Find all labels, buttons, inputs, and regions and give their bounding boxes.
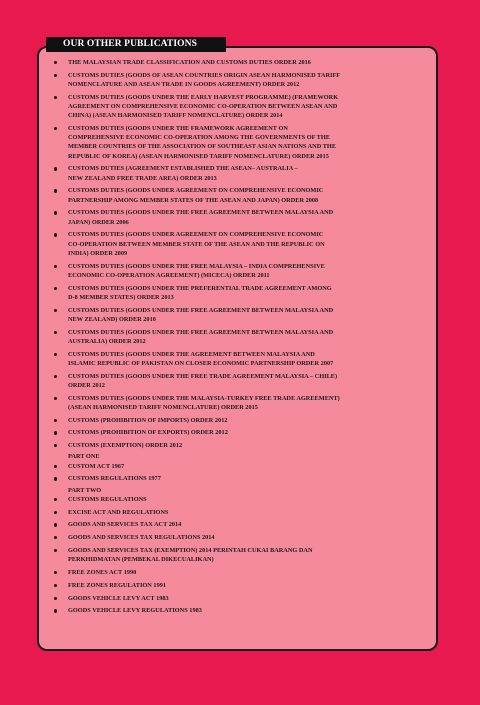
publication-item xyxy=(52,546,432,564)
publication-line: FREE ZONES REGULATION 1991 xyxy=(68,581,167,589)
publication-line: GOODS AND SERVICES TAX ACT 2014 xyxy=(68,521,182,529)
publication-line: GOODS AND SERVICES TAX (EXEMPTION) 2014 PERINTAH CUKAI BARANG DAN xyxy=(68,547,313,554)
publication-line: CUSTOMS DUTIES (GOODS UNDER AGREEMENT ON COMPREHENSIVE ECONOMIC xyxy=(68,231,324,239)
publication-item xyxy=(52,581,432,590)
publication-item xyxy=(52,428,432,437)
publication-line: ISLAMIC REPUBLIC OF PAKISTAN ON CLOSER ECONOMIC PARTNERSHIP ORDER 2007 xyxy=(68,359,334,367)
publication-line: EXCISE ACT AND REGULATIONS xyxy=(68,508,169,516)
publication-line: CUSTOMS DUTIES (GOODS UNDER THE FREE AGREEMENT BETWEEN MALAYSIA AND xyxy=(68,209,334,217)
publication-line: GOODS AND SERVICES TAX REGULATIONS 2014 xyxy=(68,534,215,542)
publication-line: CUSTOMS REGULATIONS 1977 xyxy=(68,475,161,483)
publication-item xyxy=(52,208,432,226)
publication-item xyxy=(52,520,432,529)
publication-line: AUSTRALIA) ORDER 2012 xyxy=(68,337,146,345)
publication-line: FREE ZONES ACT 1990 xyxy=(68,569,137,576)
publication-line: NOMENCLATURE AND ASEAN TRADE IN GOODS AGREEMENT) ORDER 2012 xyxy=(68,81,300,88)
publication-line: CUSTOMS (EXEMPTION) ORDER 2012 xyxy=(68,442,183,450)
publication-item xyxy=(52,71,432,89)
publication-line: CUSTOMS DUTIES (GOODS UNDER THE MALAYSIA-TURKEY FREE TRADE AGREEMENT) xyxy=(68,394,340,402)
publication-item xyxy=(52,372,432,390)
publication-line: CUSTOMS DUTIES (GOODS OF ASEAN COUNTRIES ORIGIN ASEAN HARMONISED TARIFF xyxy=(68,71,341,79)
publication-line: CUSTOMS DUTIES (GOODS UNDER THE FRAMEWORK AGREEMENT ON xyxy=(68,125,288,132)
publication-item xyxy=(52,58,432,67)
publication-line: CUSTOMS DUTIES (GOODS UNDER THE FREE AGREEMENT BETWEEN MALAYSIA AND xyxy=(68,306,334,314)
publication-line: PARTNERSHIP AMONG MEMBER STATES OF THE ASEAN AND JAPAN) ORDER 2008 xyxy=(68,196,319,204)
publication-item xyxy=(52,124,432,161)
publication-line: CUSTOMS REGULATIONS xyxy=(68,495,147,503)
publication-line: MEMBER COUNTRIES OF THE ASSOCIATION OF SOUTHEAST ASIAN NATIONS AND THE xyxy=(68,143,337,151)
publication-line: NEW ZEALAND FREE TRADE AREA) ORDER 2013 xyxy=(68,174,217,182)
publication-line: PERKHIDMATAN (PEMBEKAL DIKECUALIKAN) xyxy=(68,556,214,564)
publication-item xyxy=(52,394,432,412)
publication-line: (ASEAN HARMONISED TARIFF NOMENCLATURE) ORDER 2015 xyxy=(68,403,258,411)
publication-line: ORDER 2012 xyxy=(68,381,105,389)
publication-item xyxy=(52,262,432,280)
publication-item xyxy=(52,495,432,504)
publication-line: CUSTOMS (PROHIBITION OF EXPORTS) ORDER 2012 xyxy=(68,429,228,437)
publication-item xyxy=(52,306,432,324)
publication-line: CHINA) (ASEAN HARMONISED TARIFF NOMENCLATURE) ORDER 2014 xyxy=(68,112,283,120)
publication-item xyxy=(52,93,432,121)
publication-line: CUSTOMS (PROHIBITION OF IMPORTS) ORDER 2012 xyxy=(68,416,228,424)
publication-line: REPUBLIC OF KOREA) (ASEAN HARMONISED TARIFF NOMENCLATURE) ORDER 2015 xyxy=(68,152,329,160)
publication-line: PART TWO xyxy=(68,486,102,494)
publications-list xyxy=(52,58,432,619)
publication-line: D-8 MEMBER STATES) ORDER 2013 xyxy=(68,293,174,301)
publication-line: GOODS VEHICLE LEVY REGULATIONS 1983 xyxy=(68,607,202,615)
publication-item xyxy=(52,328,432,346)
publication-item xyxy=(52,186,432,204)
publication-item xyxy=(52,164,432,182)
publication-item xyxy=(52,568,432,577)
publication-line: CUSTOMS DUTIES (GOODS UNDER AGREEMENT ON COMPREHENSIVE ECONOMIC xyxy=(68,187,324,195)
publication-item xyxy=(52,230,432,258)
publication-line: JAPAN) ORDER 2006 xyxy=(68,218,129,226)
publication-line: CUSTOMS DUTIES (GOODS UNDER THE FREE TRADE AGREEMENT MALAYSIA – CHILE) xyxy=(68,372,338,380)
publication-line: AGREEMENT ON COMPREHENSIVE ECONOMIC CO-OPERATION BETWEEN ASEAN AND xyxy=(68,103,338,110)
publication-line: COMPREHENSIVE ECONOMIC CO-OPERATION AMONG THE GOVERNMENTS OF THE xyxy=(68,134,330,142)
publication-item xyxy=(52,350,432,368)
publication-item xyxy=(52,441,432,450)
publication-line: CUSTOMS DUTIES (GOODS UNDER THE PREFERENTIAL TRADE AGREEMENT AMONG xyxy=(68,284,332,292)
publication-line: CUSTOM ACT 1967 xyxy=(68,462,125,470)
publication-item xyxy=(52,284,432,302)
publication-item xyxy=(52,533,432,542)
publication-item xyxy=(52,606,432,615)
publication-line: CUSTOMS DUTIES (AGREEMENT ESTABLISHED THE ASEAN– AUSTRALIA – xyxy=(68,165,298,173)
publication-line: CUSTOMS DUTIES (GOODS UNDER THE FREE AGREEMENT BETWEEN MALAYSIA AND xyxy=(68,328,334,336)
publication-line: CUSTOMS DUTIES (GOODS UNDER THE AGREEMENT BETWEEN MALAYSIA AND xyxy=(68,350,315,358)
publication-line: CO-OPERATION BETWEEN MEMBER STATE OF THE ASEAN AND THE REPUBLIC ON xyxy=(68,240,325,248)
publication-item xyxy=(52,508,432,517)
publication-line: ECONOMIC CO-OPERATION AGREEMENT) (MICECA) ORDER 2011 xyxy=(68,271,270,279)
publication-line: GOODS VEHICLE LEVY ACT 1983 xyxy=(68,594,169,602)
publication-item xyxy=(52,462,432,471)
part-heading xyxy=(52,486,432,495)
publication-line: INDIA) ORDER 2009 xyxy=(68,249,128,257)
publication-line: NEW ZEALAND) ORDER 2010 xyxy=(68,315,156,323)
publication-item xyxy=(52,416,432,425)
publication-item xyxy=(52,594,432,603)
part-heading xyxy=(52,452,432,461)
publication-line: CUSTOMS DUTIES (GOODS UNDER THE FREE MALAYSIA – INDIA COMPREHENSIVE xyxy=(68,262,325,270)
section-header: OUR OTHER PUBLICATIONS xyxy=(46,37,226,52)
publication-item xyxy=(52,474,432,483)
publication-line: CUSTOMS DUTIES (GOODS UNDER THE EARLY HARVEST PROGRAMME) (FRAMEWORK xyxy=(68,93,339,101)
publication-line: PART ONE xyxy=(68,453,100,461)
publication-line: THE MALAYSIAN TRADE CLASSIFICATION AND CUSTOMS DUTIES ORDER 2016 xyxy=(68,59,311,66)
